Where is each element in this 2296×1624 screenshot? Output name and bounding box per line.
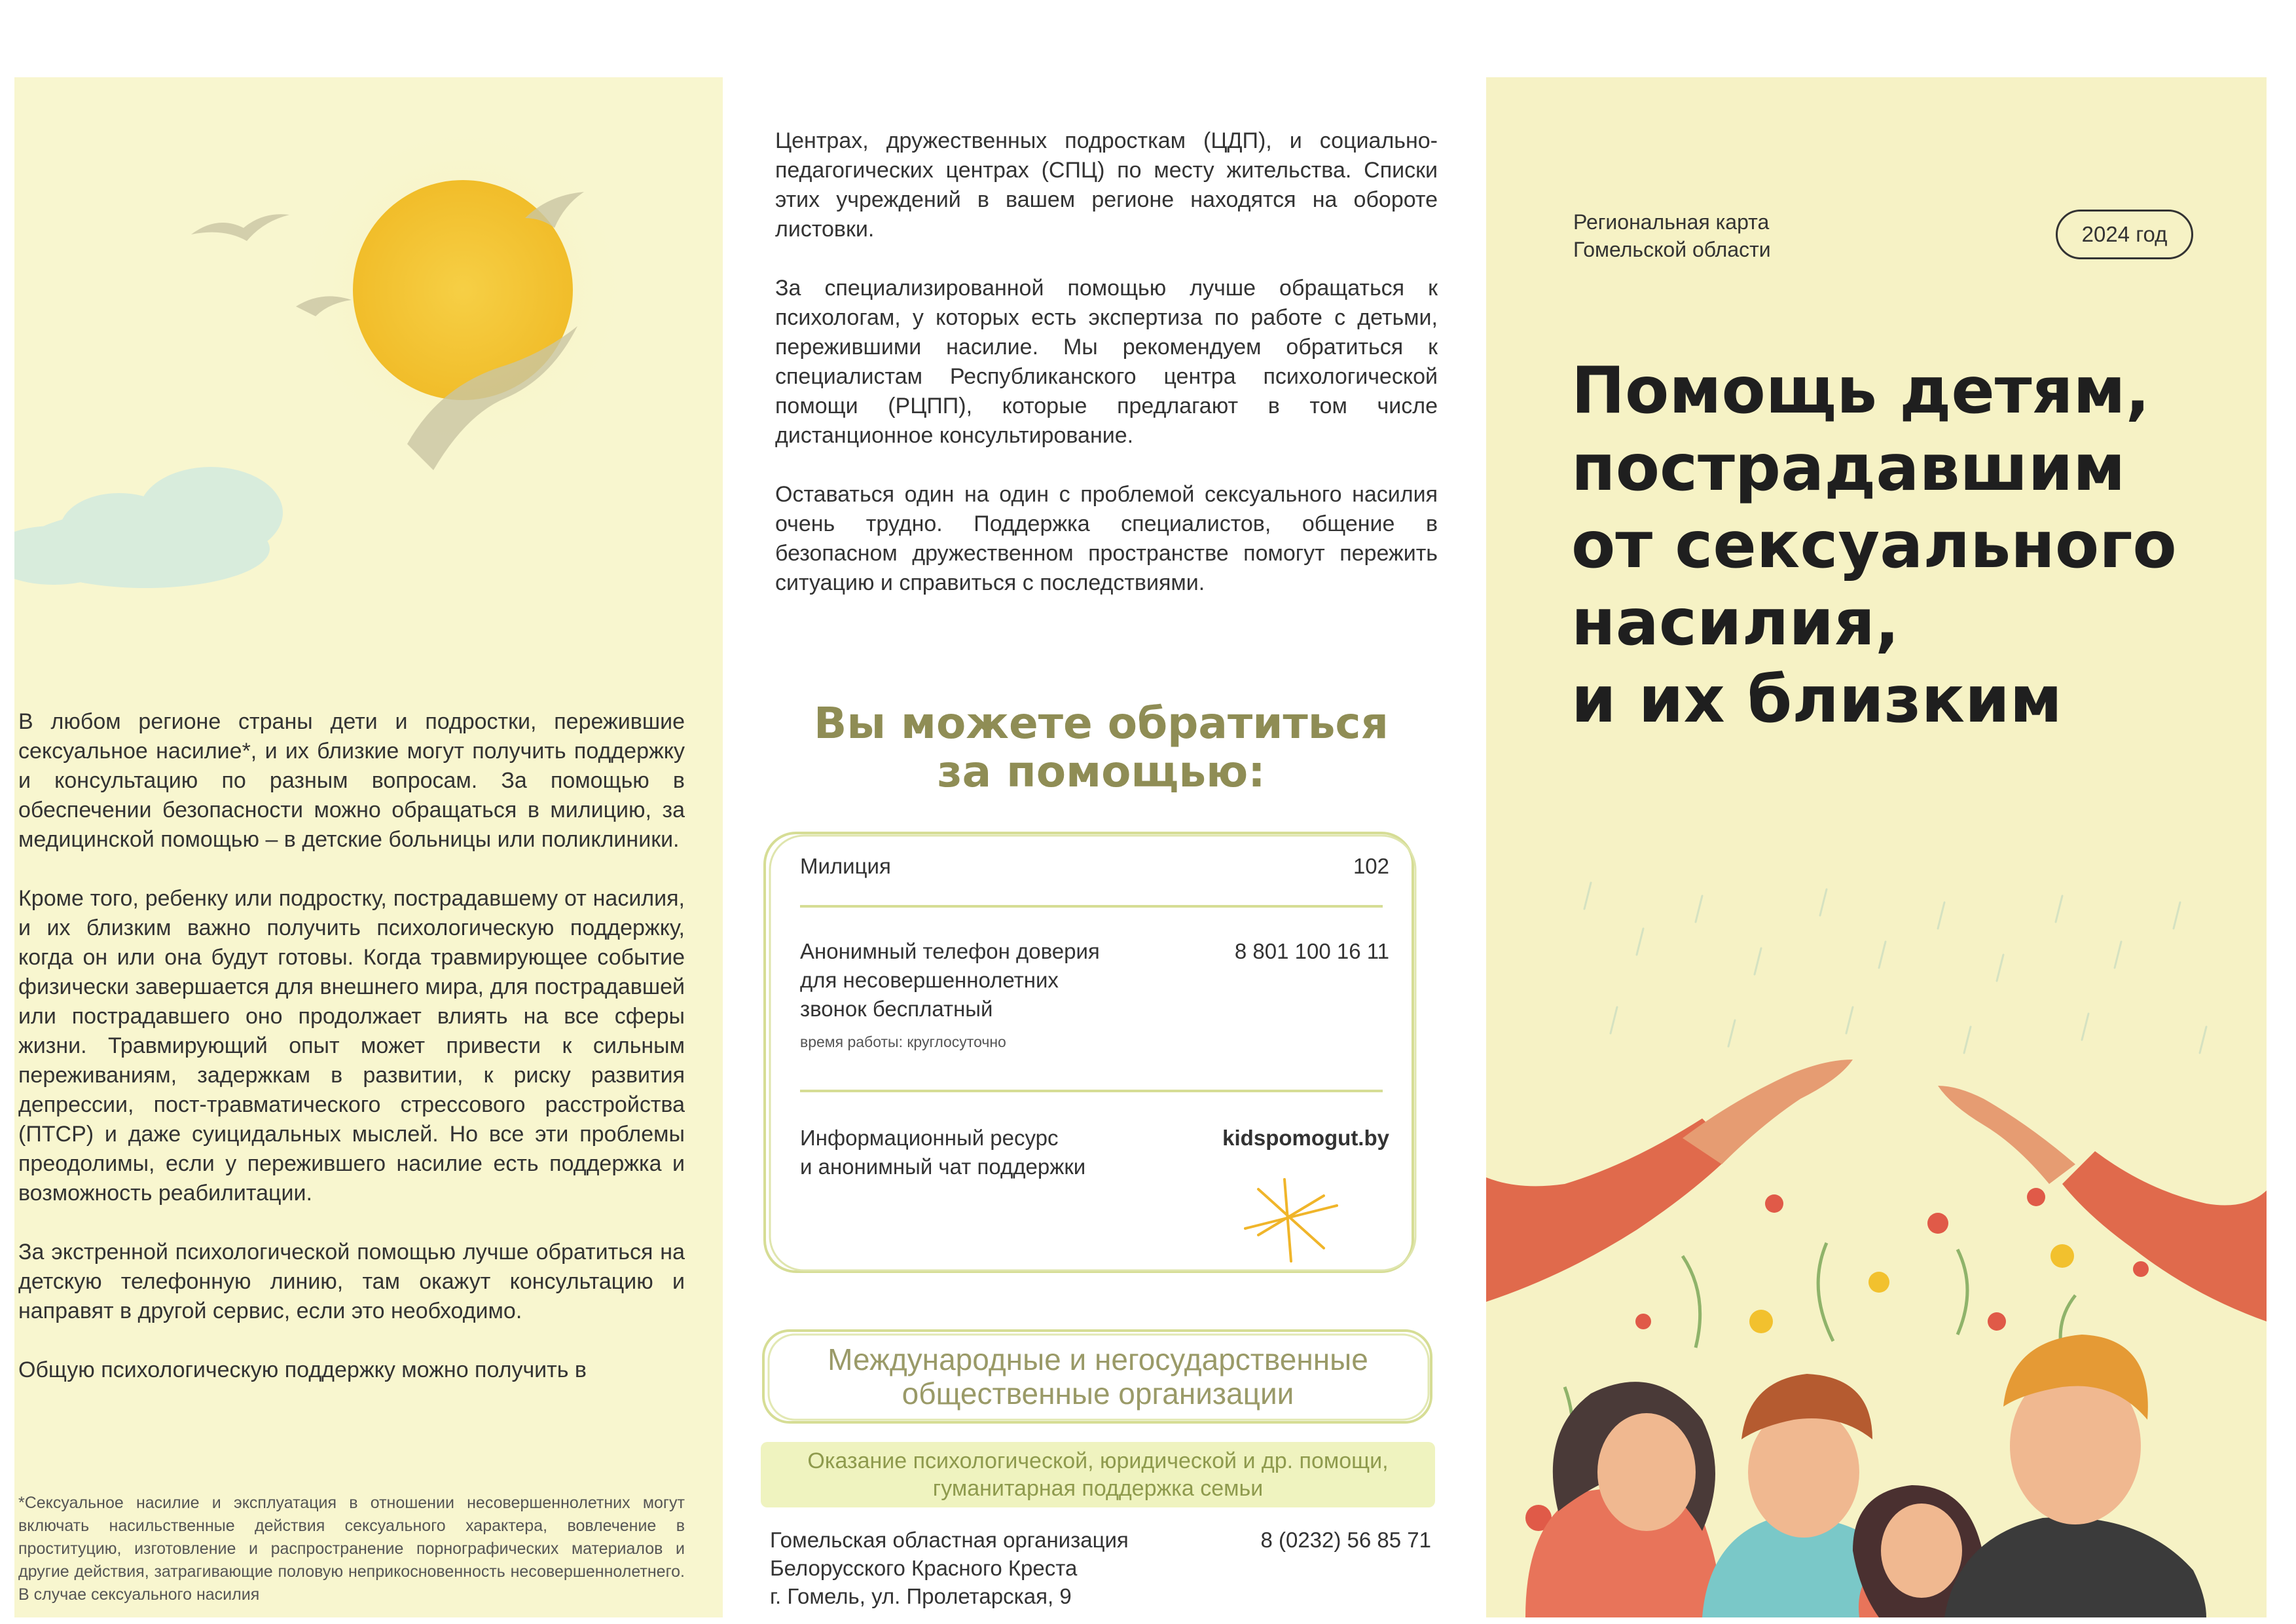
org-entry xyxy=(770,1526,1431,1610)
org-address: г. Гомель, ул. Пролетарская, 9 xyxy=(770,1584,1072,1608)
boy-figure xyxy=(1702,1374,1901,1617)
contacts-box xyxy=(761,829,1422,1281)
year-badge: 2024 год xyxy=(2056,210,2193,259)
title-line: от сексуального xyxy=(1571,508,2177,583)
contact-label: Анонимный телефон доверия xyxy=(800,939,1100,963)
orgs-subtitle-line: гуманитарная поддержка семьи xyxy=(932,1476,1264,1501)
paragraph: В любом регионе страны дети и подростки, пережившие сексуальное насилие*, и их близкие могут получить поддержку и консультацию по разным вопросам. За помощью в обеспечении безопасности можно обращаться в милицию, за медицинской помощью – в детские больницы или поликлиники. xyxy=(18,709,685,852)
resource-link[interactable]: kidspomogut.by xyxy=(1222,1126,1389,1150)
sky-illustration xyxy=(14,77,723,614)
contact-police xyxy=(800,852,1389,881)
title-line: и их близким xyxy=(1571,663,2062,737)
region-line: Гомельской области xyxy=(1573,238,1771,261)
right-hand-icon xyxy=(1938,1086,2267,1321)
orgs-heading-box xyxy=(761,1328,1435,1426)
family-illustration xyxy=(1486,77,2267,1617)
org-phone[interactable]: 8 (0232) 56 85 71 xyxy=(1260,1528,1431,1552)
rain-icon xyxy=(1584,883,2206,1053)
mother-figure xyxy=(1525,1382,1722,1617)
police-phone[interactable]: 102 xyxy=(1353,854,1389,878)
region-label xyxy=(1573,208,1771,263)
orgs-subtitle xyxy=(761,1442,1435,1507)
contact-resource xyxy=(800,1124,1389,1181)
middle-body-text xyxy=(775,126,1438,598)
region-line: Региональная карта xyxy=(1573,210,1770,234)
title-line: насилия, xyxy=(1571,585,1900,660)
sparkle-icon xyxy=(1245,1179,1337,1261)
main-title xyxy=(1571,352,2259,739)
paragraph: Оставаться один на один с проблемой сексуального насилия очень трудно. Поддержка специалистов, общение в безопасном дружественном пространстве помогут пережить ситуацию и справиться с последствиями. xyxy=(775,482,1438,595)
paragraph: Кроме того, ребенку или подростку, пострадавшему от насилия, и их близким важно получить психологическую поддержку, когда он или она будут готовы. Когда травмирующее событие физически завершается для внешнего мира, для пострадавшей или пострадавшего оно продолжает влиять на все сферы жизни. Травмирующий опыт может привести к сильным переживаниям, задержкам в развитии, к риску развития депрессии, пост-травматического стрессового расстройства (ПТСР) и даже суицидальных мыслей. Но все эти проблемы преодолимы, если у пережившего насилие есть поддержка и возможность реабилитации. xyxy=(18,886,685,1206)
left-hand-icon xyxy=(1486,1060,1853,1302)
orgs-subtitle-line: Оказание психологической, юридической и др. помощи, xyxy=(807,1449,1389,1473)
left-body-text xyxy=(18,707,685,1385)
right-panel xyxy=(1486,77,2267,1617)
org-name: Белорусского Красного Креста xyxy=(770,1556,1078,1580)
contact-label: Информационный ресурс xyxy=(800,1126,1059,1150)
title-line: Помощь детям, xyxy=(1571,354,2150,428)
help-heading-line: Вы можете обратиться xyxy=(814,698,1389,748)
flowers-icon xyxy=(1525,1188,2149,1531)
hotline-hours: время работы: круглосуточно xyxy=(800,1033,1006,1050)
contact-label: Милиция xyxy=(800,854,891,878)
paragraph: Общую психологическую поддержку можно получить в xyxy=(18,1357,587,1382)
contact-label: и анонимный чат поддержки xyxy=(800,1154,1086,1179)
title-line: пострадавшим xyxy=(1571,431,2126,506)
hotline-phone[interactable]: 8 801 100 16 11 xyxy=(1234,939,1389,963)
orgs-title xyxy=(761,1342,1435,1411)
father-figure xyxy=(1944,1335,2206,1617)
contact-label: для несовершеннолетних xyxy=(800,968,1059,992)
middle-panel xyxy=(728,77,1465,1617)
left-panel xyxy=(14,77,723,1617)
org-name: Гомельская областная организация xyxy=(770,1528,1129,1552)
help-heading xyxy=(754,699,1448,796)
contact-hotline xyxy=(800,937,1389,1056)
girl-figure xyxy=(1853,1485,1990,1617)
help-heading-line: за помощью: xyxy=(937,747,1266,797)
paragraph: За специализированной помощью лучше обращаться к психологам, у которых есть экспертиза по работе с детьми, пережившими насилие. Мы рекомендуем обратиться к специалистам Республиканского центра психологической помощи (РЦПП), которые предлагают в том числе дистанционное консультирование. xyxy=(775,276,1438,448)
cloud-icon xyxy=(14,467,283,588)
paragraph: Центрах, дружественных подросткам (ЦДП), и социально-педагогических центрах (СПЦ) по месту жительства. Списки этих учреждений в вашем регионе находятся на обороте листовки. xyxy=(775,128,1438,242)
orgs-title-line: общественные организации xyxy=(902,1376,1294,1411)
footnote: *Сексуальное насилие и эксплуатация в отношении несовершеннолетних могут включать насильственные действия сексуального характера, вовлечение в проституцию, изготовление и распространение порнографических материалов и другие действия, затрагивающие половую неприкосновенность несовершеннолетнего. В случае сексуального насилия xyxy=(18,1494,685,1604)
contact-label: звонок бесплатный xyxy=(800,997,993,1021)
paragraph: За экстренной психологической помощью лучше обратиться на детскую телефонную линию, там окажут консультацию и направят в другой сервис, если это необходимо. xyxy=(18,1240,685,1323)
orgs-title-line: Международные и негосударственные xyxy=(828,1342,1368,1376)
